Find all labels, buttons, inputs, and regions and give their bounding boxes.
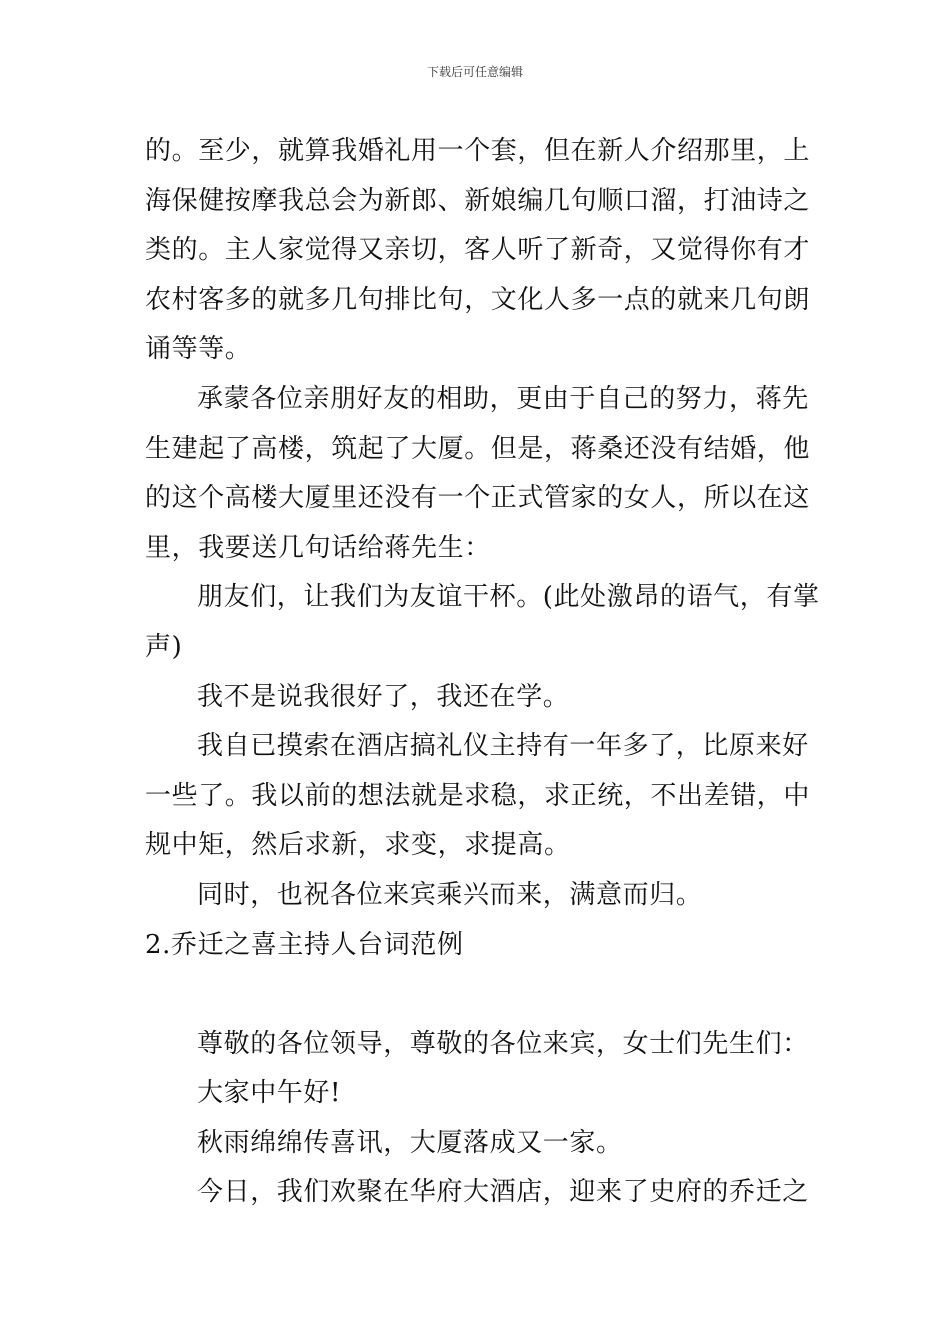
- paragraph: [145, 1168, 810, 1218]
- blank-line: [145, 970, 810, 1020]
- paragraph: [145, 375, 810, 573]
- text-line: 同时，也祝各位来宾乘兴而来，满意而归。: [197, 879, 703, 910]
- text-line: 朋友们，让我们为友谊干杯。(此处激昂的语气，有掌: [197, 582, 820, 613]
- paragraph: [145, 1020, 810, 1070]
- paragraph: [145, 573, 820, 672]
- text-line: 秋雨绵绵传喜讯，大厦落成又一家。: [197, 1127, 623, 1158]
- paragraph: [145, 673, 810, 723]
- text-line: 的这个高楼大厦里还没有一个正式管家的女人，所以在这: [145, 483, 811, 514]
- paragraph: [145, 722, 810, 871]
- text-line: 声): [145, 631, 183, 662]
- text-line: 大家中午好!: [197, 1078, 342, 1109]
- text-line: 海保健按摩我总会为新郎、新娘编几句顺口溜，打油诗之: [145, 185, 811, 216]
- text-line: 诵等等。: [145, 334, 252, 365]
- text-line: 今日，我们欢聚在华府大酒店，迎来了史府的乔迁之: [197, 1177, 809, 1208]
- text-line: 我自已摸索在酒店搞礼仪主持有一年多了，比原来好: [197, 731, 809, 762]
- text-line: 里，我要送几句话给蒋先生：: [145, 532, 491, 563]
- text-line: 类的。主人家觉得又亲切，客人听了新奇，又觉得你有才: [145, 235, 811, 266]
- text-line: 承蒙各位亲朋好友的相助，更由于自己的努力，蒋先: [197, 383, 809, 414]
- text-line: 规中矩，然后求新，求变，求提高。: [145, 830, 571, 861]
- text-line: 我不是说我很好了，我还在学。: [197, 681, 570, 712]
- text-line: 生建起了高楼，筑起了大厦。但是，蒋桑还没有结婚，他: [145, 433, 811, 464]
- paragraph: [145, 871, 810, 921]
- text-line: 一些了。我以前的想法就是求稳，求正统，不出差错，中: [145, 780, 811, 811]
- text-line: 的。至少，就算我婚礼用一个套，但在新人介绍那里，上: [145, 136, 811, 166]
- paragraph: [145, 127, 810, 375]
- section-heading-text: 2.乔迁之喜主持人台词范例: [145, 929, 464, 960]
- text-line: 农村客多的就多几句排比句，文化人多一点的就来几句朗: [145, 284, 811, 315]
- document-body: [145, 127, 820, 1218]
- paragraph: [145, 1119, 810, 1169]
- page-header: 下载后可任意编辑: [426, 65, 523, 79]
- section-heading: [145, 921, 810, 971]
- text-line: 尊敬的各位领导，尊敬的各位来宾，女士们先生们：: [197, 1028, 809, 1059]
- paragraph: [145, 1069, 810, 1119]
